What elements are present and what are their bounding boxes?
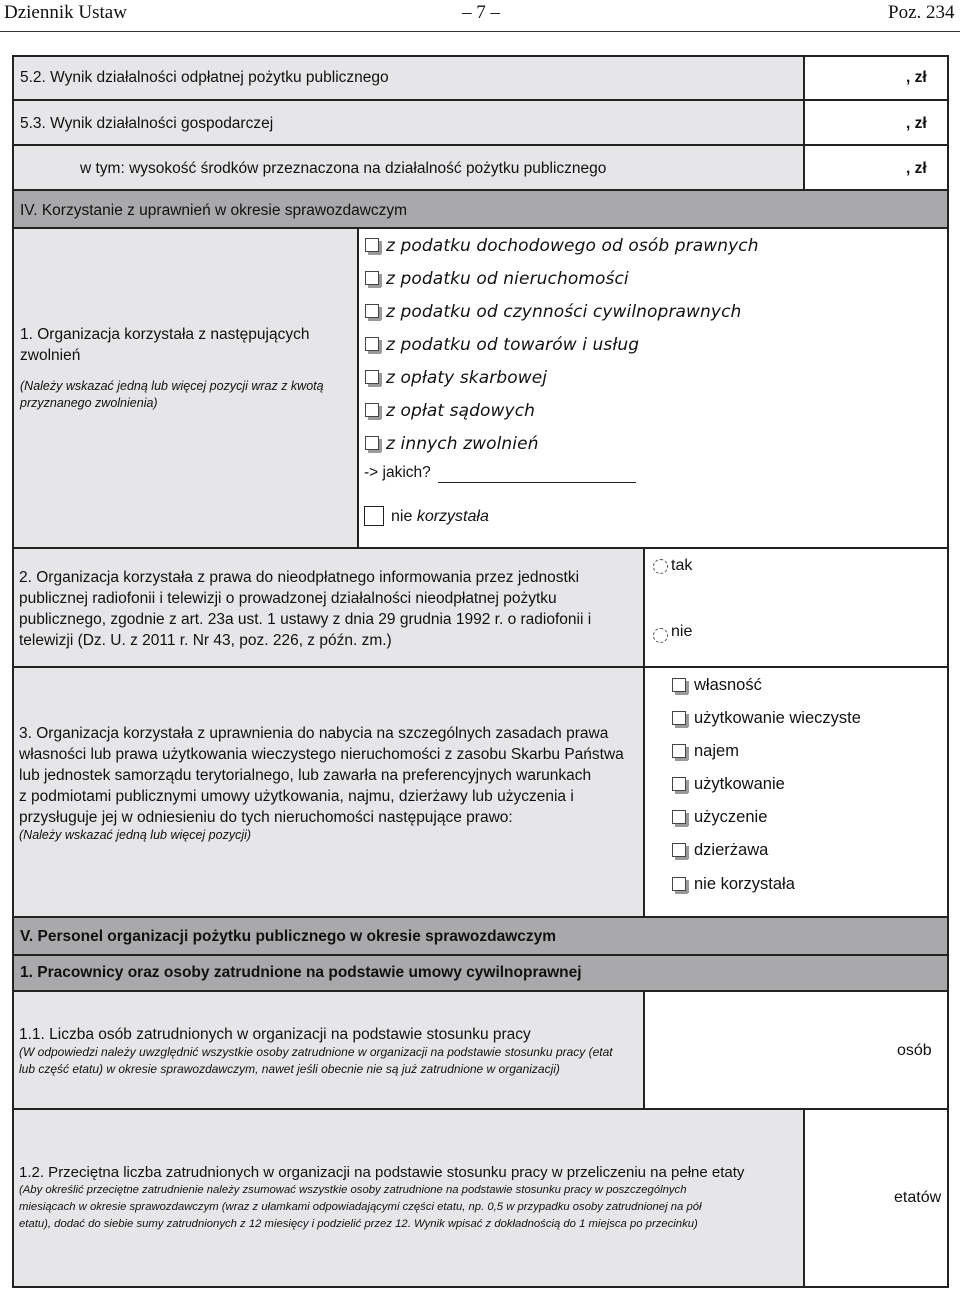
right-label-perpetual-usufruct: użytkowanie wieczyste [694, 709, 861, 727]
row-5-2-label: 5.2. Wynik działalności odpłatnej pożytku publicznego [20, 69, 389, 86]
not-used-label-nie: nie [391, 508, 413, 525]
exemption-label-vat: z podatku od towarów i usług [386, 335, 640, 355]
q12-note-line3: etatu), dodać do siebie sumy zatrudnionych z 12 miesięcy i podzielić przez 12. Wynik wpisać z dokładnością do 1 miejsca po przecinku) [19, 1218, 698, 1230]
q1-note-line2: przyznanego zwolnienia) [20, 396, 158, 410]
journal-title: Dziennik Ustaw [4, 2, 127, 23]
not-used-label-korzystala: korzystała [416, 508, 489, 525]
q2-line-4: telewizji (Dz. U. z 2011 r. Nr 43, poz. 226, z późn. zm.) [19, 632, 392, 649]
not-used-checkbox[interactable] [364, 506, 384, 526]
right-label-lending: użyczenie [694, 808, 768, 826]
q2-line-3: publicznego, zgodnie z art. 23a ust. 1 ustawy z dnia 29 grudnia 1992 r. o radiofonii i [19, 611, 592, 628]
q12-note-line1: (Aby określić przeciętne zatrudnienie należy zsumować wszystkie osoby zatrudnione na podstawie stosunku pracy w poszczególnych [19, 1184, 687, 1196]
q1-note-line1: (Należy wskazać jedną lub więcej pozycji wraz z kwotą [20, 379, 324, 393]
q2-line-1: 2. Organizacja korzystała z prawa do nieodpłatnego informowania przez jednostki [19, 569, 580, 586]
exemption-checkbox-vat[interactable] [365, 337, 379, 351]
q12-label: 1.2. Przeciętna liczba zatrudnionych w organizacji na podstawie stosunku pracy w przeliczeniu na pełne etaty [19, 1164, 745, 1181]
exemption-label-pcc: z podatku od czynności cywilnoprawnych [386, 302, 742, 322]
exemption-checkbox-cit[interactable] [365, 238, 379, 252]
which-input-line[interactable] [438, 482, 636, 483]
row-5-3-label: 5.3. Wynik działalności gospodarczej [20, 115, 274, 132]
right-label-ownership: własność [694, 676, 762, 694]
divider [803, 57, 805, 189]
exemption-label-other: z innych zwolnień [386, 434, 539, 454]
section-v-subtitle: 1. Pracownicy oraz osoby zatrudnione na podstawie umowy cywilnoprawnej [20, 964, 582, 981]
section-v-title: V. Personel organizacji pożytku publicznego w okresie sprawozdawczym [20, 928, 557, 945]
q3-line-1: 3. Organizacja korzystała z uprawnienia do nabycia na szczególnych zasadach prawa [19, 725, 609, 742]
q3-line-5: przysługuje jej w odniesieniu do tych nieruchomości następujące prawo: [19, 809, 513, 826]
right-label-lease: dzierżawa [694, 841, 769, 859]
q2-no-radio[interactable] [653, 628, 668, 643]
right-label-rent: najem [694, 742, 739, 760]
q2-yes-radio[interactable] [653, 559, 668, 574]
right-checkbox-rent[interactable] [672, 744, 686, 758]
row-sub-value[interactable]: , zł [906, 160, 927, 177]
divider [643, 992, 645, 1108]
not-used-label [391, 507, 489, 527]
q1-label-line1: 1. Organizacja korzystała z następujących [20, 326, 310, 343]
q2-no-label: nie [671, 623, 693, 640]
exemption-checkbox-court-fees[interactable] [365, 403, 379, 417]
exemption-label-stamp-duty: z opłaty skarbowej [386, 368, 548, 388]
divider [14, 99, 947, 101]
right-label-usufruct: użytkowanie [694, 775, 785, 793]
right-checkbox-lease[interactable] [672, 843, 686, 857]
divider [14, 144, 947, 146]
right-checkbox-ownership[interactable] [672, 678, 686, 692]
right-label-not-used: nie korzystała [694, 875, 795, 893]
q2-line-2: publicznej radiofonii i telewizji o prowadzonej działalności nieodpłatnej pożytku [19, 590, 557, 607]
right-checkbox-perpetual-usufruct[interactable] [672, 711, 686, 725]
exemption-checkbox-property-tax[interactable] [365, 271, 379, 285]
exemption-checkbox-stamp-duty[interactable] [365, 370, 379, 384]
position-number: Poz. 234 [888, 2, 955, 23]
exemption-checkbox-other[interactable] [365, 436, 379, 450]
q11-value-input[interactable] [650, 998, 880, 1098]
exemption-label-cit: z podatku dochodowego od osób prawnych [386, 236, 759, 256]
q3-line-2: własności lub prawa użytkowania wieczystego nieruchomości z zasobu Skarbu Państwa [19, 746, 624, 763]
exemption-label-property-tax: z podatku od nieruchomości [386, 269, 629, 289]
q12-value-input[interactable] [810, 1116, 890, 1276]
exemption-label-court-fees: z opłat sądowych [386, 401, 536, 421]
row-5-2-value[interactable]: , zł [906, 69, 927, 86]
exemption-checkbox-pcc[interactable] [365, 304, 379, 318]
q11-label: 1.1. Liczba osób zatrudnionych w organizacji na podstawie stosunku pracy [19, 1026, 531, 1043]
right-checkbox-not-used[interactable] [672, 877, 686, 891]
header-rule [0, 31, 960, 32]
q3-line-3: lub jednostek samorządu terytorialnego, lub zawarła na preferencyjnych warunkach [19, 767, 592, 784]
page-number: – 7 – [462, 2, 500, 23]
q11-unit: osób [897, 1042, 932, 1059]
divider [643, 668, 645, 916]
q11-note-line2: lub część etatu) w okresie sprawozdawczym, nawet jeśli obecnie nie są już zatrudnione w organizacji) [19, 1062, 560, 1076]
divider [357, 229, 359, 547]
row-sub-label: w tym: wysokość środków przeznaczona na działalność pożytku publicznego [80, 160, 607, 177]
right-checkbox-usufruct[interactable] [672, 777, 686, 791]
right-checkbox-lending[interactable] [672, 810, 686, 824]
q2-yes-label: tak [671, 557, 693, 574]
q3-note: (Należy wskazać jedną lub więcej pozycji) [19, 828, 252, 842]
q1-label-line2: zwolnień [20, 347, 81, 364]
q12-note-line2: miesiącach w okresie sprawozdawczym (wraz z ułamkami odpowiadającymi części etatu, np. 0,5 w przypadku osoby zatrudnionej na pół [19, 1201, 702, 1213]
q3-line-4: z podmiotami publicznymi umowy użytkowania, najmu, dzierżawy lub użyczenia i [19, 788, 574, 805]
divider [803, 1110, 805, 1286]
which-label: -> jakich? [364, 464, 431, 481]
q11-note-line1: (W odpowiedzi należy uwzględnić wszystkie osoby zatrudnione w organizacji na podstawie stosunku pracy (etat [19, 1045, 613, 1059]
divider [643, 549, 645, 666]
row-5-3-value[interactable]: , zł [906, 115, 927, 132]
q12-unit: etatów [894, 1189, 942, 1206]
section-iv-title: IV. Korzystanie z uprawnień w okresie sprawozdawczym [20, 202, 408, 219]
